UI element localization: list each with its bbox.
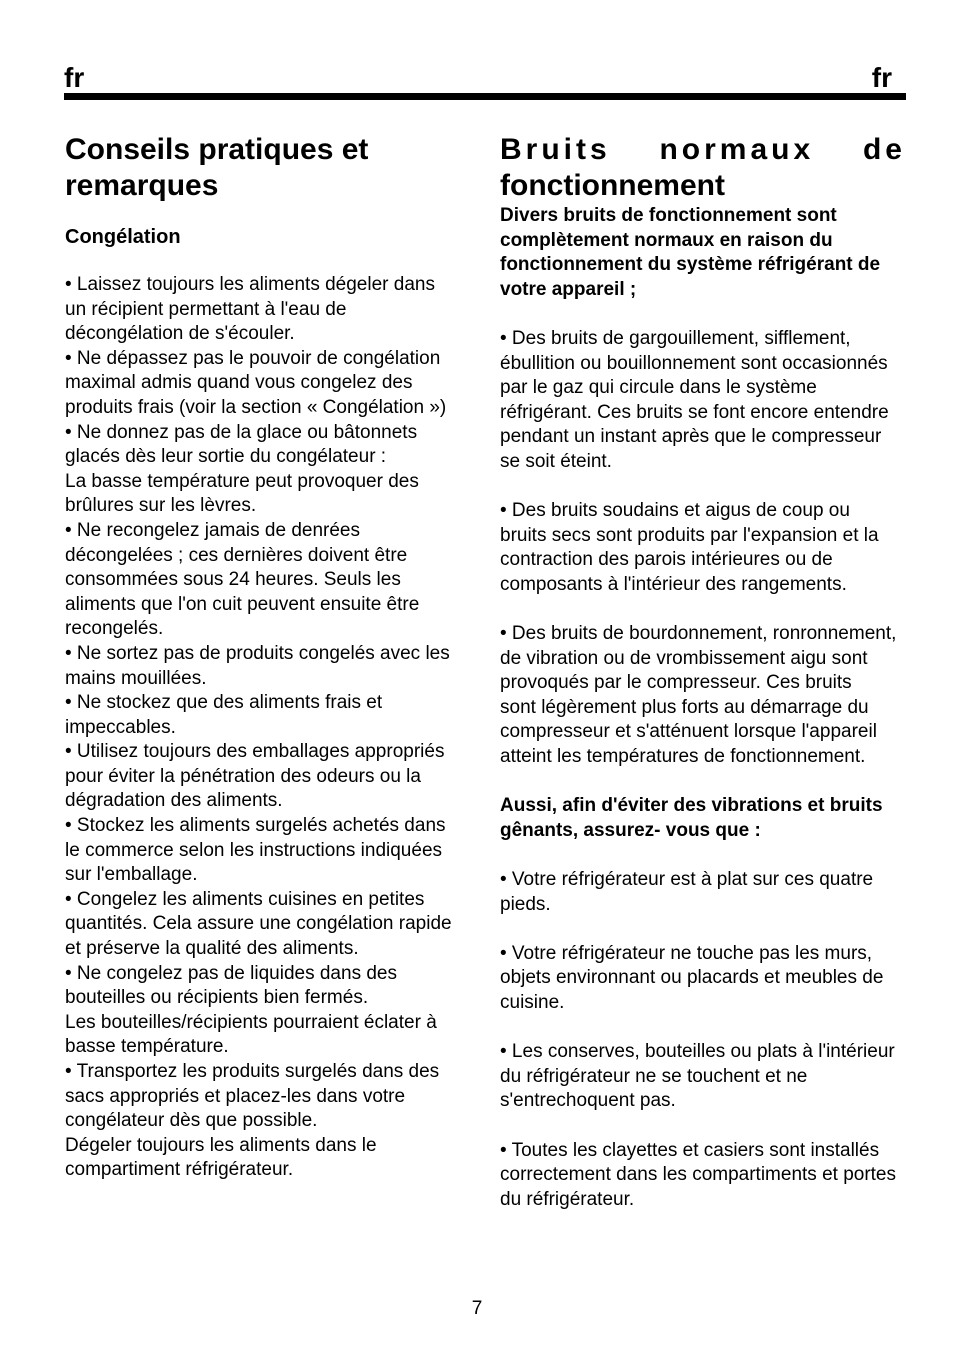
section-title-bruits-line2: fonctionnement bbox=[500, 169, 725, 202]
bruits-check-conserves: • Les conserves, bouteilles ou plats à l'intérieur du réfrigérateur ne se touchent et ne s'entrechoquent pas. bbox=[500, 1041, 895, 1112]
bruits-check-murs: • Votre réfrigérateur ne touche pas les murs, objets environnant ou placards et meubles de cuisine. bbox=[500, 942, 884, 1013]
bruits-intro: Divers bruits de fonctionnement sont complètement normaux en raison du fonctionnement du système réfrigérant de votre appareil ; bbox=[500, 205, 881, 300]
section-title-bruits-line1: Bruits normaux de bbox=[500, 133, 906, 166]
header-language-left: fr bbox=[64, 62, 85, 93]
right-column bbox=[500, 132, 906, 1212]
bruits-check-pieds: • Votre réfrigérateur est à plat sur ces quatre pieds. bbox=[500, 869, 874, 915]
subsection-title-congelation: Congélation bbox=[65, 226, 181, 248]
bruits-para-bourdonnement: • Des bruits de bourdonnement, ronronnement, de vibration ou de vrombissement aigu sont provoqués par le compresseur. Ces bruits sont légèrement plus forts au démarrage du compresseur et s'atténuent lorsque l'appareil atteint les températures de fonctionnement. bbox=[500, 623, 897, 768]
page-number: 7 bbox=[471, 1298, 483, 1319]
left-column bbox=[65, 132, 470, 1183]
congelation-tips-text: • Laissez toujours les aliments dégeler dans un récipient permettant à l'eau de décongélation de s'écouler. • Ne dépassez pas le pouvoir de congélation maximal admis quand vous congelez des produits frais (voir la section « Congélation ») • Ne donnez pas de la glace ou bâtonnets glacés dès leur sortie du congélateur : La basse température peut provoquer des brûlures sur les lèvres. • Ne recongelez jamais de denrées décongelées ; ces dernières doivent être consommées sous 24 heures. Seuls les aliments que l'on cuit peuvent ensuite être recongelés. • Ne sortez pas de produits congelés avec les mains mouillées. • Ne stockez que des aliments frais et impeccables. • Utilisez toujours des emballages appropriés pour éviter la pénétration des odeurs ou la dégradation des aliments. • Stockez les aliments surgelés achetés dans le commerce selon les instructions indiquées sur l'emballage. • Congelez les aliments cuisines en petites quantités. Cela assure une congélation rapide et préserve la qualité des aliments. • Ne congelez pas de liquides dans des bouteilles ou récipients bien fermés. Les bouteilles/récipients pourraient éclater à basse température. • Transportez les produits surgelés dans des sacs appropriés et placez-les dans votre congélateur dès que possible. Dégeler toujours les aliments dans le compartiment réfrigérateur. bbox=[65, 274, 452, 1181]
header-language-right: fr bbox=[871, 62, 892, 93]
header-rule bbox=[64, 93, 906, 100]
bruits-check-clayettes: • Toutes les clayettes et casiers sont installés correctement dans les compartiments et portes du réfrigérateur. bbox=[500, 1139, 897, 1210]
section-title-conseils: Conseils pratiques et remarques bbox=[65, 133, 369, 202]
bruits-aussi-heading: Aussi, afin d'éviter des vibrations et bruits gênants, assurez- vous que : bbox=[500, 795, 883, 841]
bruits-para-gargouillement: • Des bruits de gargouillement, sifflement, ébullition ou bouillonnement sont occasionnés par le gaz qui circule dans le système réfrigérant. Ces bruits se font encore entendre pendant un instant après que le compresseur se soit éteint. bbox=[500, 327, 889, 472]
bruits-para-soudains: • Des bruits soudains et aigus de coup ou bruits secs sont produits par l'expansion et la contraction des parois intérieures ou de composants à l'intérieur des rangements. bbox=[500, 500, 879, 595]
